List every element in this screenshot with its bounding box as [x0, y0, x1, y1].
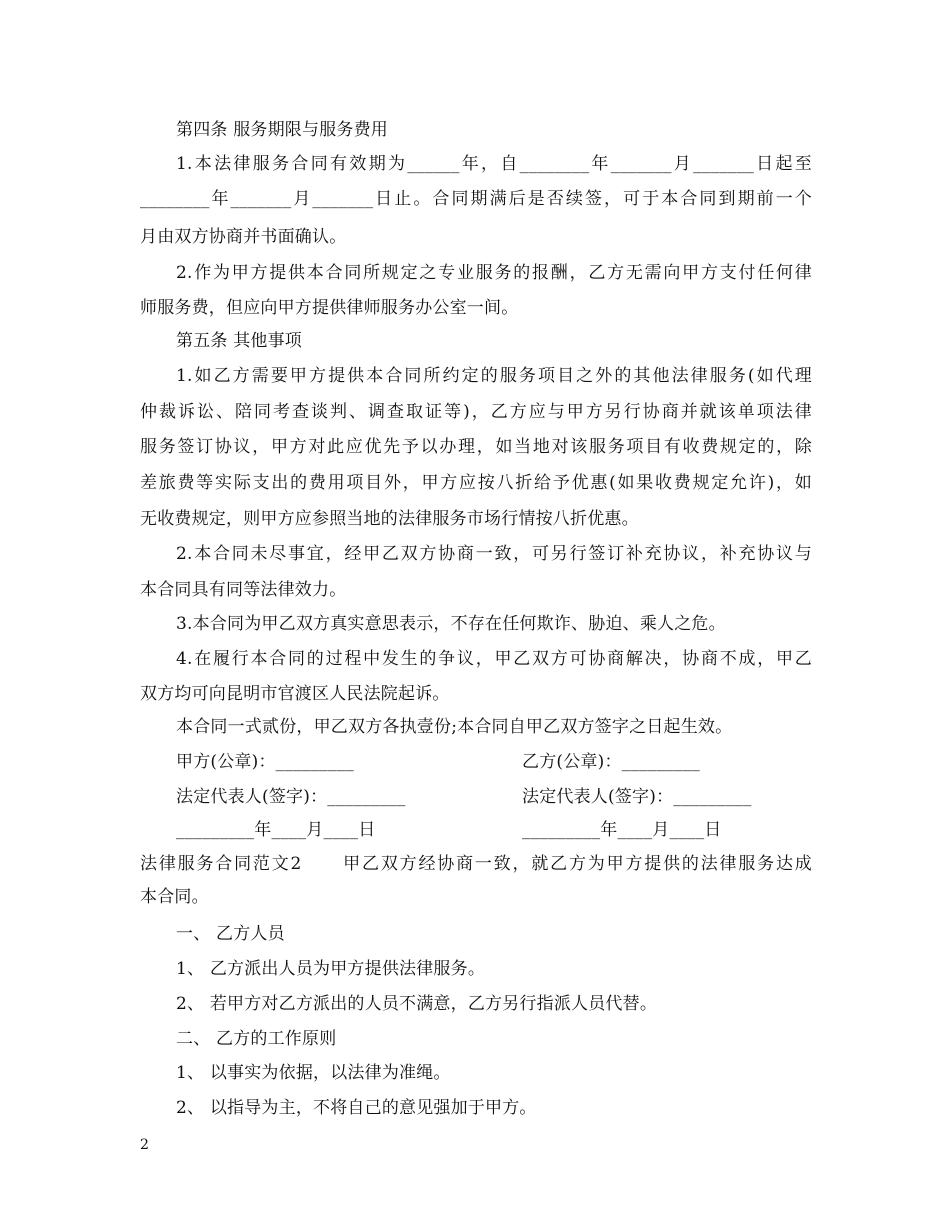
article-4-heading: 第四条 服务期限与服务费用 — [176, 120, 389, 140]
article-5-heading: 第五条 其他事项 — [176, 331, 303, 351]
signature-row-representative — [176, 785, 812, 809]
list-item: 1、 乙方派出人员为甲方提供法律服务。 — [176, 959, 486, 979]
paragraph-line: 差旅费等实际支出的费用项目外，甲方应按八折给予优惠(如果收费规定允许)，如 — [140, 473, 812, 493]
page-number: 2 — [140, 1137, 149, 1153]
party-a-representative: 法定代表人(签字)：_________ — [176, 787, 406, 807]
template-title: 法律服务合同范文2 — [140, 854, 302, 874]
party-a-date: _________年____月____日 — [176, 820, 376, 840]
paragraph-line: 本合同。 — [140, 887, 209, 907]
party-b-seal: 乙方(公章)：_________ — [522, 752, 700, 772]
paragraph-line: 师服务费，但应向甲方提供律师服务办公室一间。 — [140, 298, 519, 318]
paragraph-line: 4.在履行本合同的过程中发生的争议，甲乙双方可协商解决，协商不成，甲乙 — [176, 649, 812, 669]
paragraph-line: 2.本合同未尽事宜，经甲乙双方协商一致，可另行签订补充协议，补充协议与 — [176, 544, 812, 564]
paragraph-line: 服务签订协议，甲方对此应优先予以办理，如当地对该服务项目有收费规定的，除 — [140, 437, 812, 457]
list-item: 2、 若甲方对乙方派出的人员不满意，乙方另行指派人员代替。 — [176, 994, 658, 1014]
paragraph-line: 3.本合同为甲乙双方真实意思表示，不存在任何欺诈、胁迫、乘人之危。 — [176, 614, 726, 634]
paragraph-line: 本合同具有同等法律效力。 — [140, 580, 347, 600]
paragraph-line: 本合同一式贰份，甲乙双方各执壹份;本合同自甲乙双方签字之日起生效。 — [176, 717, 733, 737]
paragraph-line: ________年_______月_______日止。合同期满后是否续签，可于本合同到期前一个 — [140, 189, 812, 209]
paragraph-line: 2.作为甲方提供本合同所规定之专业服务的报酬，乙方无需向甲方支付任何律 — [176, 263, 812, 283]
intro-text: 甲乙双方经协商一致，就乙方为甲方提供的法律服务达成 — [341, 854, 812, 874]
paragraph-line: 无收费规定，则甲方应参照当地的法律服务市场行情按八折优惠。 — [140, 509, 639, 529]
paragraph-line: 仲裁诉讼、陪同考查谈判、调查取证等)，乙方应与甲方另行协商并就该单项法律 — [140, 402, 812, 422]
party-b-date: _________年____月____日 — [522, 820, 722, 840]
section-2-heading: 二、 乙方的工作原则 — [176, 1029, 337, 1049]
party-b-representative: 法定代表人(签字)：_________ — [522, 787, 752, 807]
paragraph-line: 双方均可向昆明市官渡区人民法院起诉。 — [140, 684, 450, 704]
paragraph-line: 1.本法律服务合同有效期为______年，自________年_______月_______日起至 — [176, 154, 812, 174]
party-a-seal: 甲方(公章)：_________ — [176, 752, 354, 772]
template-2-intro-line — [140, 852, 812, 876]
section-1-heading: 一、 乙方人员 — [176, 924, 285, 944]
list-item: 1、 以事实为依据，以法律为准绳。 — [176, 1063, 451, 1083]
paragraph-line: 1.如乙方需要甲方提供本合同所约定的服务项目之外的其他法律服务(如代理 — [176, 366, 812, 386]
list-item: 2、 以指导为主，不将自己的意见强加于甲方。 — [176, 1098, 537, 1118]
paragraph-line: 月由双方协商并书面确认。 — [140, 227, 347, 247]
signature-row-date — [176, 818, 812, 842]
signature-row-seal — [176, 750, 812, 774]
